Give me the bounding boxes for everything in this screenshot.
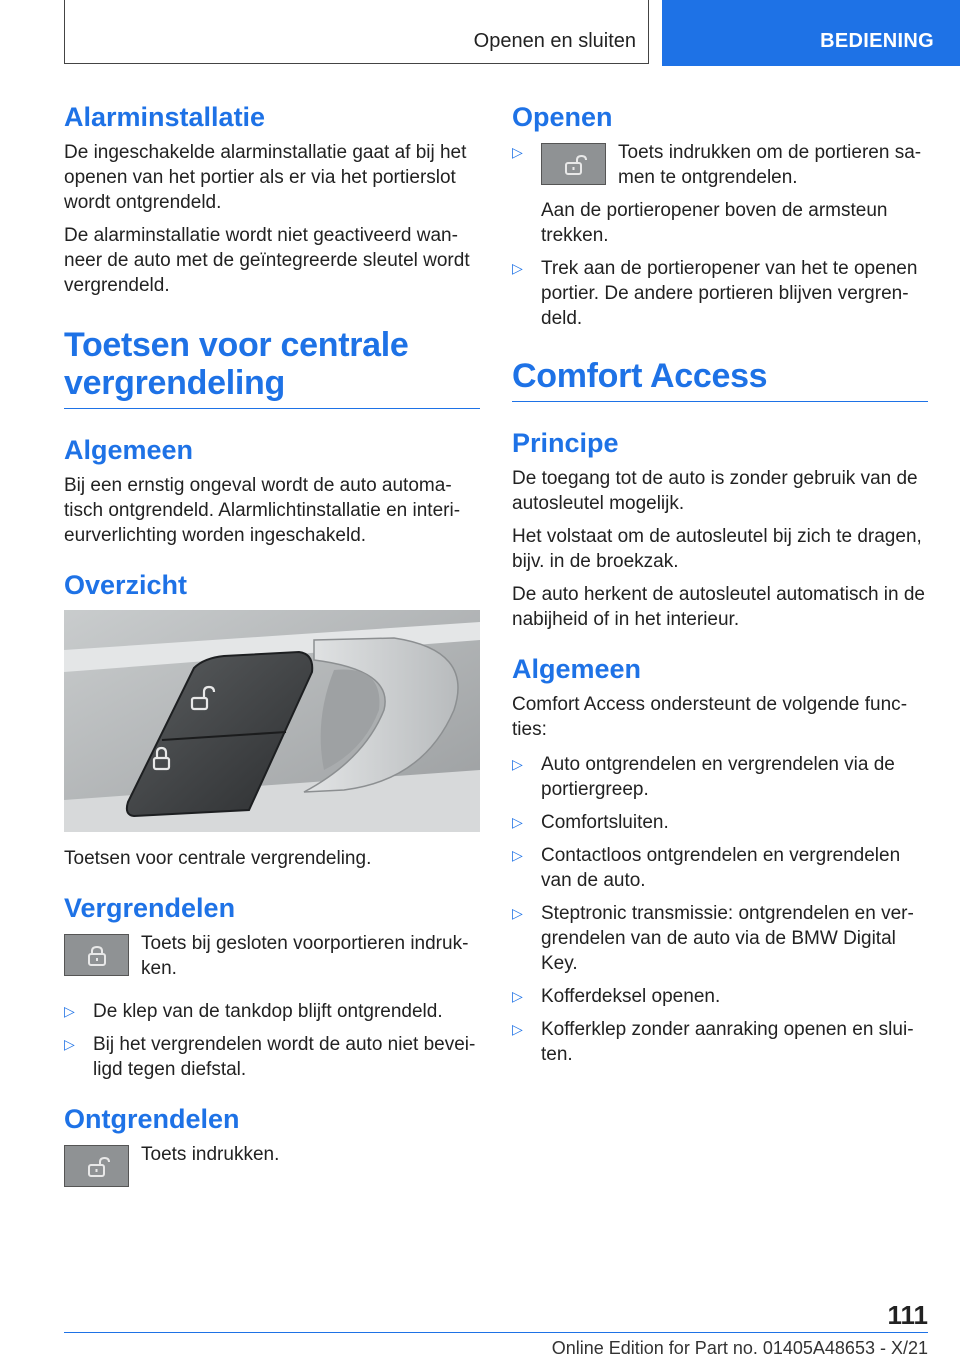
principle-paragraph-2: Het volstaat om de autosleutel bij zich te dragen, bijv. in de broekzak. [512, 526, 922, 572]
section-title: Openen en sluiten [473, 30, 636, 52]
unlock-heading: Ontgrendelen [64, 1104, 240, 1134]
lock-notes-list [64, 999, 480, 1082]
page-header [0, 0, 960, 66]
alarm-paragraph-1: De ingeschakelde alarminstallatie gaat af bij het openen van het portier als er via het portierslot wordt ontgrendeld. [64, 142, 467, 213]
unlock-row [64, 1142, 480, 1187]
chapter-tab [662, 0, 960, 66]
list-item: ▷ De klep van de tankdop blijft ontgrendeld. [64, 999, 480, 1024]
list-item: ▷ Bij het vergrendelen wordt de auto niet beveiligd tegen diefstal. [64, 1032, 480, 1082]
general-paragraph: Bij een ernstig ongeval wordt de auto automatisch ontgrendeld. Alarmlichtinstallatie en interieurverlichting worden ingeschakeld. [64, 475, 461, 546]
alarm-heading: Alarminstallatie [64, 102, 266, 132]
lock-text: Toets bij gesloten voorportieren indrukken. [141, 933, 469, 979]
lock-open-icon [541, 143, 606, 185]
features-list [512, 752, 928, 1067]
photo-caption: Toetsen voor centrale vergrendeling. [64, 848, 372, 869]
list-item: ▷ Trek aan de portieropener van het te openen portier. De andere portieren blijven vergrendeld. [512, 256, 928, 331]
page-number: 111 [887, 1300, 928, 1330]
list-item: ▷ Comfortsluiten. [512, 810, 928, 835]
principle-paragraph-1: De toegang tot de auto is zonder gebruik van de autosleutel mogelijk. [512, 468, 918, 514]
section-tab [64, 0, 649, 64]
lock-closed-icon [64, 934, 129, 976]
central-locking-heading-line-1: Toetsen voor centrale [64, 326, 409, 364]
list-item: ▷ Kofferdeksel openen. [512, 984, 928, 1009]
right-column [512, 100, 928, 1075]
overview-heading: Overzicht [64, 570, 188, 600]
comfort-access-heading [512, 357, 928, 402]
alarm-paragraph-2: De alarminstallatie wordt niet geactiveerd wanneer de auto met de geïntegreerde sleutel wordt vergrendeld. [64, 225, 470, 296]
list-item: ▷ Contactloos ontgrendelen en vergrendelen van de auto. [512, 843, 928, 893]
principle-heading: Principe [512, 428, 619, 458]
comfort-general-paragraph: Comfort Access ondersteunt de volgende functies: [512, 694, 908, 740]
open-heading: Openen [512, 102, 613, 132]
edition-note: Online Edition for Part no. 01405A48653 - X/21 [551, 1338, 928, 1358]
lock-row [64, 931, 480, 989]
lock-open-icon [64, 1145, 129, 1187]
chapter-title: BEDIENING [820, 30, 934, 52]
open-step-text: ▷ Toets indrukken om de portieren samen te ontgrendelen. [618, 142, 922, 188]
door-buttons-photo [64, 610, 480, 832]
list-item [512, 140, 928, 248]
footer-divider [64, 1332, 928, 1333]
comfort-access-title: Comfort Access [512, 357, 768, 395]
left-column [64, 100, 480, 1187]
open-step-row [541, 140, 928, 190]
open-step-subtext: Aan de portieropener boven de armsteun trekken. [541, 200, 888, 246]
unlock-text: Toets indrukken. [141, 1144, 280, 1165]
open-steps-list [512, 140, 928, 331]
principle-paragraph-3: De auto herkent de autosleutel automatisch in de nabijheid of in het interieur. [512, 584, 925, 630]
comfort-general-heading: Algemeen [512, 654, 642, 684]
central-locking-heading-line-2: vergrendeling [64, 364, 285, 402]
list-item: ▷ Kofferklep zonder aanraking openen en sluiten. [512, 1017, 928, 1067]
central-locking-heading [64, 326, 480, 409]
list-item: ▷ Auto ontgrendelen en vergrendelen via de portiergreep. [512, 752, 928, 802]
general-heading: Algemeen [64, 435, 194, 465]
lock-heading: Vergrendelen [64, 893, 236, 923]
list-item: ▷ Steptronic transmissie: ontgrendelen en vergrendelen van de auto via de BMW Digital Key. [512, 901, 928, 976]
